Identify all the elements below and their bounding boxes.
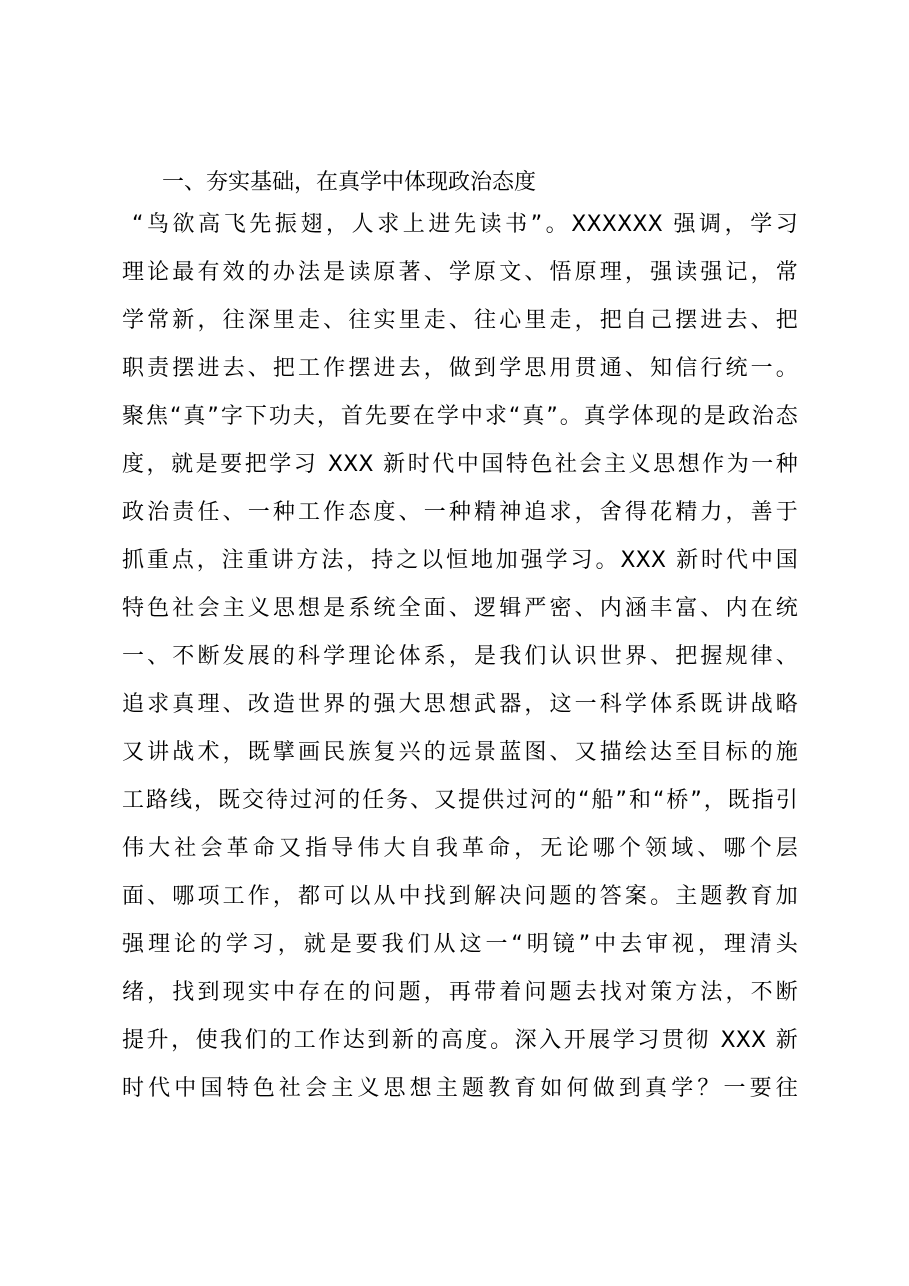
- paragraph-line: 提升，使我们的工作达到新的高度。深入开展学习贯彻 XXX 新: [122, 1028, 798, 1053]
- section-heading: 一、夯实基础，在真学中体现政治态度: [162, 170, 537, 195]
- paragraph-line: 一、不断发展的科学理论体系，是我们认识世界、把握规律、: [122, 644, 798, 669]
- paragraph-line: 特色社会主义思想是系统全面、逻辑严密、内涵丰富、内在统: [122, 596, 798, 621]
- paragraph-line: 伟大社会革命又指导伟大自我革命，无论哪个领域、哪个层: [122, 836, 798, 861]
- paragraph-line: 绪，找到现实中存在的问题，再带着问题去找对策方法，不断: [122, 980, 798, 1005]
- paragraph-line: 又讲战术，既擘画民族复兴的远景蓝图、又描绘达至目标的施: [122, 740, 798, 765]
- paragraph-line: “鸟欲高飞先振翅，人求上进先读书”。XXXXXX 强调，学习: [132, 212, 798, 237]
- paragraph-line: 强理论的学习，就是要我们从这一“明镜”中去审视，理清头: [122, 932, 798, 957]
- paragraph-line: 面、哪项工作，都可以从中找到解决问题的答案。主题教育加: [122, 884, 798, 909]
- paragraph-line: 时代中国特色社会主义思想主题教育如何做到真学？一要往: [122, 1076, 798, 1101]
- paragraph-line: 政治责任、一种工作态度、一种精神追求，舍得花精力，善于: [122, 500, 798, 525]
- paragraph-line: 聚焦“真”字下功夫，首先要在学中求“真”。真学体现的是政治态: [122, 404, 798, 429]
- paragraph-line: 学常新，往深里走、往实里走、往心里走，把自己摆进去、把: [122, 308, 798, 333]
- paragraph-line: 工路线，既交待过河的任务、又提供过河的“船”和“桥”，既指引: [122, 788, 798, 813]
- paragraph: [122, 201, 798, 1113]
- paragraph-line: 职责摆进去、把工作摆进去，做到学思用贯通、知信行统一。: [122, 356, 798, 381]
- document-body: [122, 165, 798, 1113]
- paragraph-line: 追求真理、改造世界的强大思想武器，这一科学体系既讲战略: [122, 692, 798, 717]
- paragraph-line: 理论最有效的办法是读原著、学原文、悟原理，强读强记，常: [122, 260, 798, 285]
- paragraph-line: 抓重点，注重讲方法，持之以恒地加强学习。XXX 新时代中国: [122, 548, 798, 573]
- paragraph-line: 度，就是要把学习 XXX 新时代中国特色社会主义思想作为一种: [122, 452, 798, 477]
